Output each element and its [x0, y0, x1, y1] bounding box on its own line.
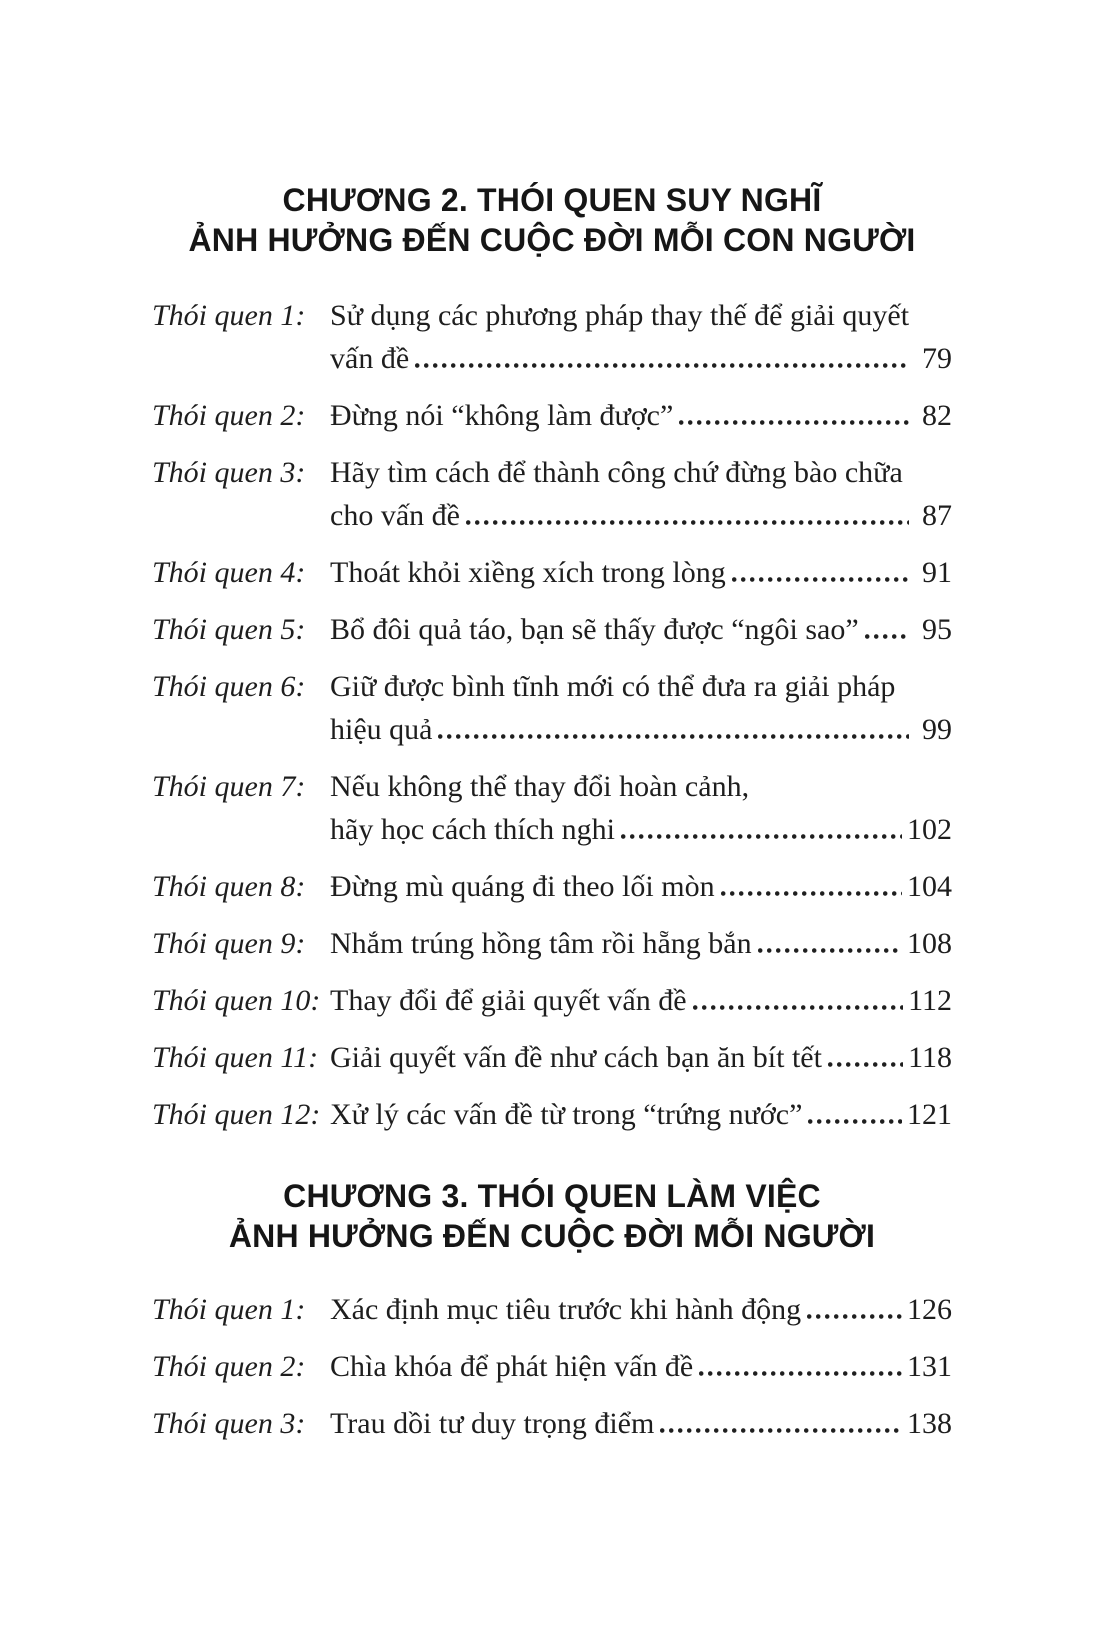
entry-title: [330, 394, 952, 437]
entry-label: Thói quen 2:: [152, 399, 306, 432]
entry-title-text: hãy học cách thích nghi: [330, 813, 615, 846]
entry-label: Thói quen 1:: [152, 299, 306, 332]
entry-title: [330, 451, 952, 537]
dot-leader: [466, 520, 909, 525]
chapter-3-heading-line-1: CHƯƠNG 3. THÓI QUEN LÀM VIỆC: [283, 1178, 821, 1214]
chapter-2-heading-line-1: CHƯƠNG 2. THÓI QUEN SUY NGHĨ: [282, 182, 822, 218]
dot-leader: [621, 834, 902, 839]
entry-label: Thói quen 8:: [152, 870, 306, 903]
toc-entry: [152, 922, 952, 965]
entry-label: Thói quen 9:: [152, 927, 306, 960]
entry-title: [330, 1345, 952, 1388]
entry-title: [330, 1288, 952, 1331]
entry-title: [330, 922, 952, 965]
entry-label: Thói quen 2:: [152, 1350, 306, 1383]
page-number: 104: [907, 870, 952, 903]
page-number: 108: [907, 927, 952, 960]
entry-title-text: Chìa khóa để phát hiện vấn đề: [330, 1350, 694, 1383]
entry-title-text: Giải quyết vấn đề như cách bạn ăn bít tết: [330, 1041, 822, 1074]
chapter-2-section: [152, 180, 952, 1136]
chapter-2-heading: [152, 180, 952, 260]
entry-title: [330, 608, 952, 651]
entry-label: Thói quen 1:: [152, 1293, 306, 1326]
entry-label: Thói quen 12:: [152, 1098, 321, 1131]
toc-entry: [152, 1036, 952, 1079]
entry-title-line: [330, 979, 952, 1022]
entry-title-line: [330, 494, 952, 537]
chapter-3-heading: [152, 1176, 952, 1256]
dot-leader: [693, 1005, 904, 1010]
entry-title-text: Trau dồi tư duy trọng điểm: [330, 1407, 655, 1440]
entry-label: Thói quen 11:: [152, 1041, 319, 1074]
entry-title-text: cho vấn đề: [330, 499, 460, 532]
entry-title-text: Xác định mục tiêu trước khi hành động: [330, 1293, 802, 1326]
dot-leader: [438, 734, 909, 739]
toc-entry: [152, 665, 952, 751]
dot-leader: [721, 891, 902, 896]
entry-label: Thói quen 4:: [152, 556, 306, 589]
dot-leader: [679, 420, 909, 425]
entry-title-line: [330, 1402, 952, 1445]
entry-title-line: [330, 708, 952, 751]
entry-title-text: vấn đề: [330, 342, 410, 375]
dot-leader: [808, 1119, 902, 1124]
chapter-3-heading-line-2: ẢNH HƯỞNG ĐẾN CUỘC ĐỜI MỖI NGƯỜI: [228, 1218, 876, 1254]
entry-title-line: Nếu không thể thay đổi hoàn cảnh,: [330, 770, 750, 803]
chapter-2-heading-line-2: ẢNH HƯỞNG ĐẾN CUỘC ĐỜI MỖI CON NGƯỜI: [188, 222, 916, 258]
entry-title-text: Thoát khỏi xiềng xích trong lòng: [330, 556, 726, 589]
dot-leader: [415, 363, 909, 368]
entry-title-line: [330, 1093, 952, 1136]
entry-title-line: [330, 922, 952, 965]
chapter-2-entries: [152, 294, 952, 1136]
page-number: 118: [908, 1041, 952, 1074]
dot-leader: [758, 948, 902, 953]
page-number: 126: [907, 1293, 952, 1326]
entry-label: Thói quen 7:: [152, 770, 306, 803]
chapter-3-entries: [152, 1288, 952, 1445]
dot-leader: [807, 1314, 902, 1319]
toc-entry: [152, 451, 952, 537]
page-number: 121: [907, 1098, 952, 1131]
entry-title: [330, 665, 952, 751]
entry-title: [330, 294, 952, 380]
entry-title: [330, 765, 952, 851]
page-number: 82: [922, 399, 952, 432]
toc-entry: [152, 1093, 952, 1136]
entry-title-line: [330, 1345, 952, 1388]
toc-page-content: [152, 0, 952, 1445]
page-number: 131: [907, 1350, 952, 1383]
toc-entry: [152, 865, 952, 908]
entry-title: [330, 979, 952, 1022]
entry-label: Thói quen 5:: [152, 613, 306, 646]
entry-title: [330, 1036, 952, 1079]
dot-leader: [828, 1062, 903, 1067]
entry-title-line: Sử dụng các phương pháp thay thế để giải quyết: [330, 299, 910, 332]
page-number: 95: [922, 613, 952, 646]
entry-title-line: [330, 808, 952, 851]
toc-entry: [152, 979, 952, 1022]
page-number: 102: [907, 813, 952, 846]
toc-entry: [152, 551, 952, 594]
entry-label: Thói quen 10:: [152, 984, 321, 1017]
entry-label: Thói quen 3:: [152, 1407, 306, 1440]
entry-title-line: Giữ được bình tĩnh mới có thể đưa ra giải pháp: [330, 670, 896, 703]
entry-label: Thói quen 6:: [152, 670, 306, 703]
entry-title: [330, 1093, 952, 1136]
entry-title: [330, 551, 952, 594]
entry-title: [330, 865, 952, 908]
entry-title-line: [330, 865, 952, 908]
entry-title-line: [330, 1288, 952, 1331]
chapter-3-section: [152, 1176, 952, 1445]
entry-title-line: [330, 394, 952, 437]
page-number: 112: [908, 984, 952, 1017]
dot-leader: [732, 577, 909, 582]
entry-title: [330, 1402, 952, 1445]
entry-title-text: Xử lý các vấn đề từ trong “trứng nước”: [330, 1098, 803, 1131]
entry-title-line: Hãy tìm cách để thành công chứ đừng bào chữa: [330, 456, 903, 489]
page-number: 99: [922, 713, 952, 746]
toc-entry: [152, 1402, 952, 1445]
entry-title-line: [330, 1036, 952, 1079]
entry-title-text: Đừng nói “không làm được”: [330, 399, 674, 432]
dot-leader: [660, 1428, 902, 1433]
entry-title-text: hiệu quả: [330, 713, 433, 746]
entry-title-text: Đừng mù quáng đi theo lối mòn: [330, 870, 715, 903]
dot-leader: [865, 634, 909, 639]
toc-entry: [152, 1345, 952, 1388]
entry-title-line: [330, 551, 952, 594]
page-number: 79: [922, 342, 952, 375]
entry-title-text: Bổ đôi quả táo, bạn sẽ thấy được “ngôi sao”: [330, 613, 859, 646]
entry-title-line: [330, 608, 952, 651]
entry-title-text: Nhắm trúng hồng tâm rồi hẵng bắn: [330, 927, 752, 960]
toc-entry: [152, 608, 952, 651]
entry-title-line: [330, 337, 952, 380]
toc-entry: [152, 765, 952, 851]
entry-label: Thói quen 3:: [152, 456, 306, 489]
entry-title-text: Thay đổi để giải quyết vấn đề: [330, 984, 687, 1017]
page-number: 91: [922, 556, 952, 589]
toc-entry: [152, 294, 952, 380]
toc-entry: [152, 1288, 952, 1331]
dot-leader: [699, 1371, 902, 1376]
page-number: 87: [922, 499, 952, 532]
toc-entry: [152, 394, 952, 437]
page-number: 138: [907, 1407, 952, 1440]
